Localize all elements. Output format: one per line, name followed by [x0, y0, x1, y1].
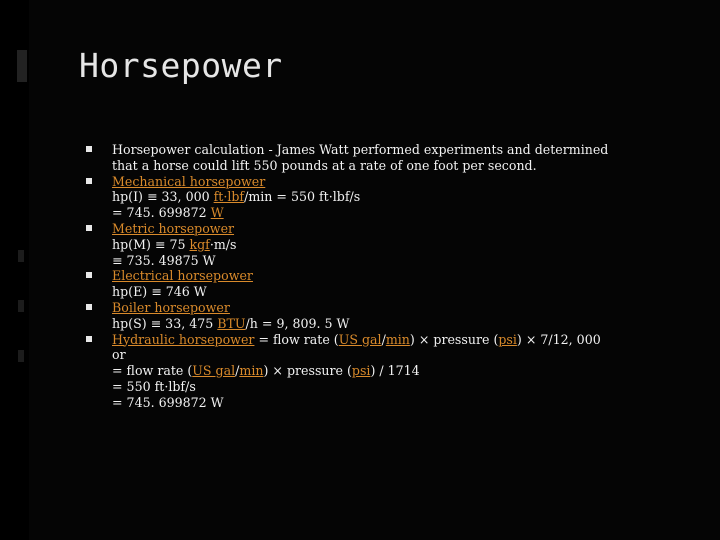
bullet-item: [86, 142, 686, 174]
text-segment: /: [381, 331, 386, 347]
bullet-line: [112, 363, 686, 379]
slide-title: Horsepower: [79, 46, 283, 85]
reference-link[interactable]: Mechanical horsepower: [112, 173, 266, 189]
text-segment: hp(M) ≡ 75: [112, 236, 190, 252]
bullet-line: [112, 379, 686, 395]
text-segment: Horsepower calculation - James Watt performed experiments and determined: [112, 142, 609, 157]
reference-link[interactable]: Boiler horsepower: [112, 299, 230, 315]
square-bullet-icon: [86, 225, 92, 231]
bullet-line: [112, 174, 686, 190]
bullet-item: [86, 268, 686, 300]
reference-link[interactable]: min: [385, 331, 410, 347]
text-segment: ) / 1714: [370, 363, 420, 379]
text-segment: that a horse could lift 550 pounds at a rate of one foot per second.: [112, 157, 537, 173]
bullet-line: [112, 253, 686, 269]
text-segment: /: [235, 363, 240, 379]
bullet-line: [112, 284, 686, 300]
decor-line: [18, 350, 24, 362]
bullet-item: [86, 332, 686, 411]
text-segment: = 745. 699872: [112, 205, 211, 221]
reference-link[interactable]: US gal: [338, 331, 382, 347]
text-segment: ) × pressure (: [263, 363, 352, 379]
text-segment: hp(S) ≡ 33, 475: [112, 315, 218, 331]
text-segment: hp(E) ≡ 746 W: [112, 284, 207, 300]
reference-link[interactable]: min: [239, 363, 264, 379]
bullet-line: [112, 268, 686, 284]
reference-link[interactable]: ft·lbf: [213, 189, 245, 205]
square-bullet-icon: [86, 272, 92, 278]
text-segment: ·m/s: [209, 236, 237, 252]
text-segment: or: [112, 347, 126, 363]
bullet-line: [112, 221, 686, 237]
decor-line: [18, 300, 24, 312]
reference-link[interactable]: Electrical horsepower: [112, 268, 253, 284]
bullet-item: [86, 221, 686, 268]
bullet-line: [112, 316, 686, 332]
reference-link[interactable]: kgf: [189, 236, 210, 252]
bullet-item: [86, 174, 686, 221]
bullet-list: [86, 142, 686, 411]
square-bullet-icon: [86, 336, 92, 342]
text-segment: /h = 9, 809. 5 W: [245, 315, 350, 331]
bullet-line: [112, 395, 686, 411]
reference-link[interactable]: W: [210, 205, 224, 221]
text-segment: /min = 550 ft·lbf/s: [244, 189, 361, 205]
reference-link[interactable]: psi: [351, 363, 371, 379]
reference-link[interactable]: BTU: [217, 315, 246, 331]
bullet-line: [112, 347, 686, 363]
square-bullet-icon: [86, 304, 92, 310]
bullet-item: [86, 300, 686, 332]
reference-link[interactable]: Hydraulic horsepower: [112, 331, 255, 347]
square-bullet-icon: [86, 178, 92, 184]
bullet-line: [112, 332, 686, 348]
text-segment: = flow rate (: [112, 363, 193, 379]
text-segment: ) × 7/12, 000: [516, 331, 601, 347]
bullet-line: [112, 300, 686, 316]
reference-link[interactable]: psi: [498, 331, 517, 347]
text-segment: ≡ 735. 49875 W: [112, 252, 216, 268]
bullet-line: [112, 205, 686, 221]
bullet-line: [112, 142, 686, 158]
text-segment: ) × pressure (: [409, 331, 499, 347]
text-segment: = 550 ft·lbf/s: [112, 378, 196, 394]
reference-link[interactable]: Metric horsepower: [112, 220, 235, 236]
bullet-line: [112, 189, 686, 205]
text-segment: = 745. 699872 W: [112, 394, 224, 410]
square-bullet-icon: [86, 146, 92, 152]
bullet-line: [112, 158, 686, 174]
text-segment: = flow rate (: [254, 331, 339, 347]
bullet-line: [112, 237, 686, 253]
decor-line: [18, 250, 24, 262]
reference-link[interactable]: US gal: [192, 363, 236, 379]
text-segment: hp(I) ≡ 33, 000: [112, 189, 214, 205]
decor-bar: [17, 50, 27, 82]
